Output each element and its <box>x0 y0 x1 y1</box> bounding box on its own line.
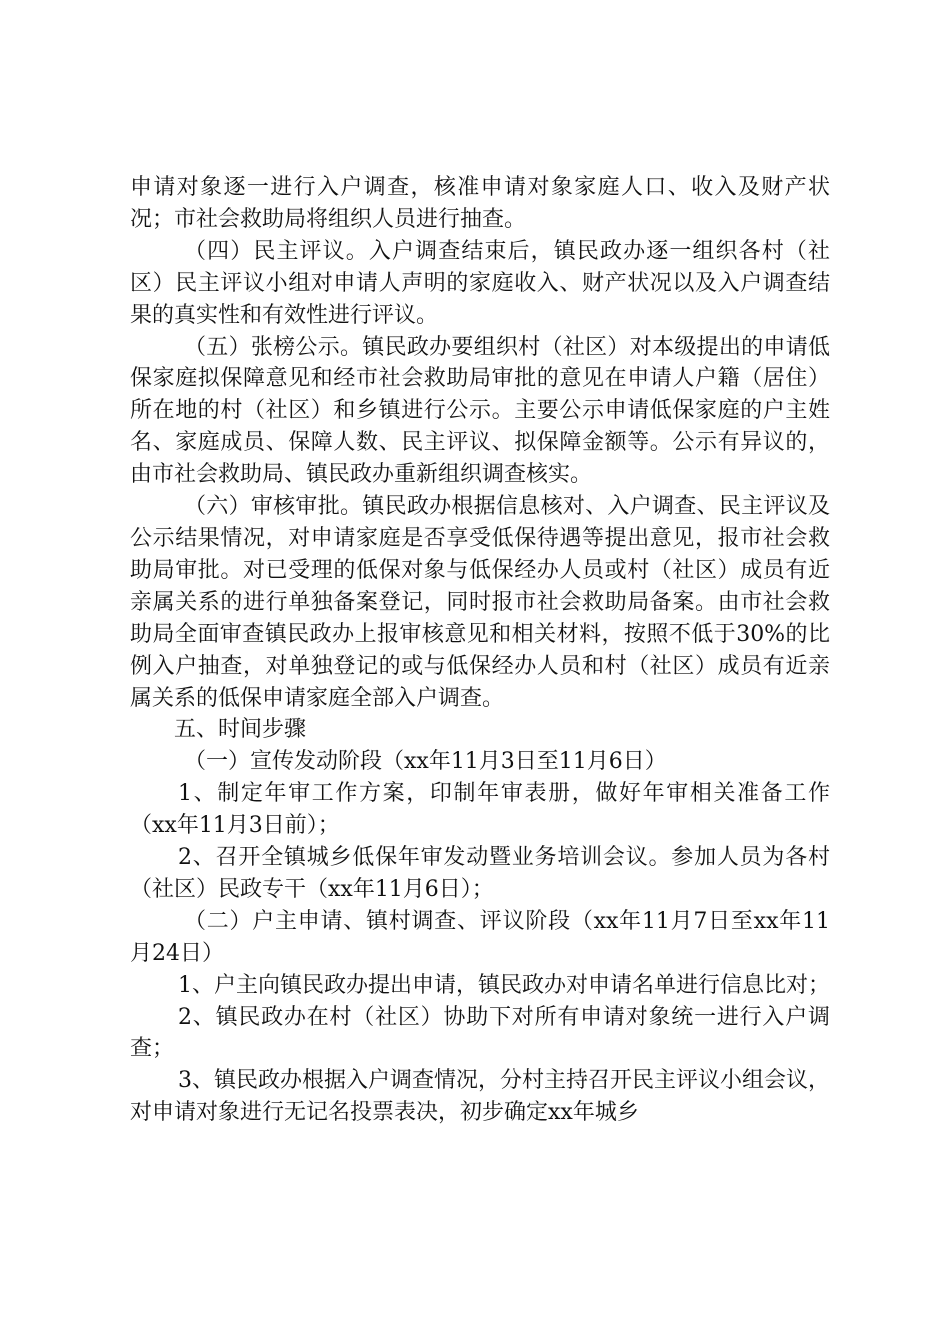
list-item-democratic-vote: 3、镇民政办根据入户调查情况，分村主持召开民主评议小组会议，对申请对象进行无记名投票表决，初步确定xx年城乡 <box>130 1068 830 1126</box>
list-item-meeting: 2、召开全镇城乡低保年审发动暨业务培训会议。参加人员为各村（社区）民政专干（xx年11月6日）； <box>130 845 830 902</box>
paragraph-democratic-review: （四）民主评议。入户调查结束后，镇民政办逐一组织各村（社区）民主评议小组对申请人声明的家庭收入、财产状况以及入户调查结果的真实性和有效性进行评议。 <box>130 238 830 328</box>
subheading-application-stage: （二）户主申请、镇村调查、评议阶段（xx年11月7日至xx年11月24日） <box>130 908 830 966</box>
document-body <box>130 172 830 1129</box>
list-item-household-survey: 2、镇民政办在村（社区）协助下对所有申请对象统一进行入户调查； <box>130 1004 830 1062</box>
paragraph-survey-continuation: 申请对象逐一进行入户调查，核准申请对象家庭人口、收入及财产状况；市社会救助局将组织人员进行抽查。 <box>130 175 830 232</box>
list-item-application: 1、户主向镇民政办提出申请，镇民政办对申请名单进行信息比对； <box>178 972 830 998</box>
paragraph-review-approval: （六）审核审批。镇民政办根据信息核对、入户调查、民主评议及公示结果情况，对申请家庭是否享受低保待遇等提出意见，报市社会救助局审批。对已受理的低保对象与低保经办人员或村（社区）成员有近亲属关系的进行单独备案登记，同时报市社会救助局备案。由市社会救助局全面审查镇民政办上报审核意见和相关材料，按照不低于30%的比例入户抽查，对单独登记的或与低保经办人员和村（社区）成员有近亲属关系的低保申请家庭全部入户调查。 <box>130 494 830 711</box>
section-heading-time-steps: 五、时间步骤 <box>174 717 307 743</box>
paragraph-public-notice: （五）张榜公示。镇民政办要组织村（社区）对本级提出的申请低保家庭拟保障意见和经市社会救助局审批的意见在申请人户籍（居住）所在地的村（社区）和乡镇进行公示。主要公示申请低保家庭的户主姓名、家庭成员、保障人数、民主评议、拟保障金额等。公示有异议的，由市社会救助局、镇民政办重新组织调查核实。 <box>130 334 830 488</box>
subheading-publicity-stage: （一）宣传发动阶段（xx年11月3日至11月6日） <box>184 749 667 775</box>
list-item-plan: 1、制定年审工作方案，印制年审表册，做好年审相关准备工作（xx年11月3日前）； <box>130 781 830 839</box>
